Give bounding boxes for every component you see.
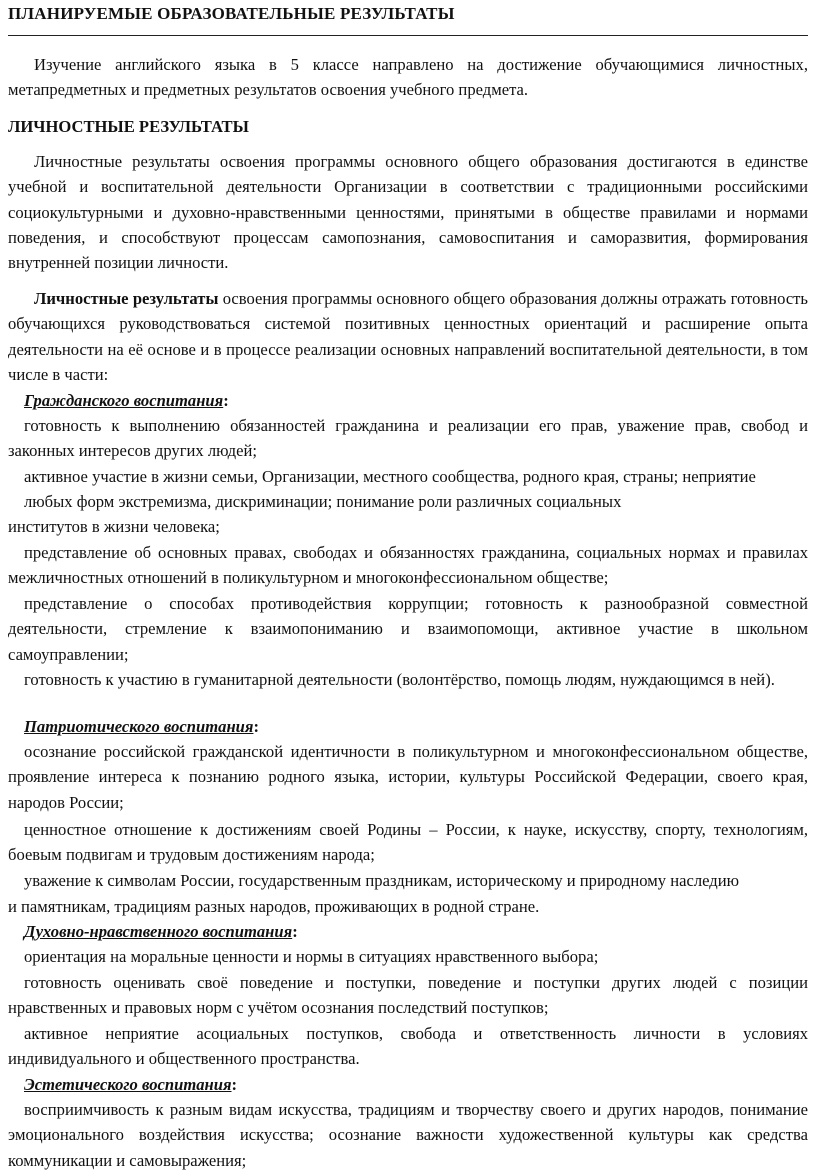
subheading-moral-label: Духовно-нравственного воспитания (24, 922, 293, 941)
list-item: активное неприятие асоциальных поступков, свобода и ответственность личности в условиях индивидуального и общественного пространства. (8, 1024, 808, 1069)
subheading-aesthetic (8, 1072, 808, 1097)
list-item: институтов в жизни человека; (8, 517, 220, 536)
colon: : (231, 1075, 238, 1094)
subheading-aesthetic-label: Эстетического воспитания (24, 1075, 232, 1094)
colon: : (223, 391, 229, 410)
paragraph-personal-results: Личностные результаты освоения программы основного общего образования достигаются в единстве учебной и воспитательной деятельности Организации в соответствии с традиционными российскими социокультурными и духовно-нравственными ценностями, принятыми в обществе правилами и нормами поведения, и способствуют процессам самопознания, самовоспитания и саморазвития, формирования внутренней позиции личности. (8, 152, 808, 273)
subheading-moral (8, 919, 808, 944)
list-item: готовность к участию в гуманитарной деятельности (волонтёрство, помощь людям, нуждающимся в ней). (24, 670, 775, 689)
list-item: готовность оценивать своё поведение и поступки, поведение и поступки других людей с позиции нравственных и правовых норм с учётом осознания последствий поступков; (8, 973, 808, 1018)
subheading-civic-label: Гражданского воспитания (24, 391, 224, 410)
colon: : (292, 922, 298, 941)
list-item: уважение к символам России, государственным праздникам, историческому и природному наследию (24, 871, 739, 890)
list-item: осознание российской гражданской идентичности в поликультурном и многоконфессиональном обществе, проявление интереса к познанию родного языка, истории, культуры Российской Федерации, своего края, народов России; (8, 742, 808, 812)
list-item: представление об основных правах, свободах и обязанностях гражданина, социальных нормах и правилах межличностных отношений в поликультурном и многоконфессиональном обществе; (8, 543, 808, 588)
colon: : (253, 717, 259, 736)
page-title: ПЛАНИРУЕМЫЕ ОБРАЗОВАТЕЛЬНЫЕ РЕЗУЛЬТАТЫ (8, 4, 455, 23)
subheading-civic (8, 388, 808, 413)
list-item: восприимчивость к разным видам искусства, традициям и творчеству своего и других народов, понимание эмоционального воздействия искусства; осознание важности художественной культуры как средства коммуникации и самовыражения; (8, 1100, 808, 1170)
title-underline (8, 35, 808, 36)
list-item: активное участие в жизни семьи, Организации, местного сообщества, родного края, страны; неприятие (24, 467, 756, 486)
list-item: и памятникам, традициям разных народов, проживающих в родной стране. (8, 897, 540, 916)
section-heading: ЛИЧНОСТНЫЕ РЕЗУЛЬТАТЫ (8, 117, 249, 136)
subheading-patriotic (8, 714, 808, 739)
paragraph-text: освоения программы основного общего образования должны отражать готовность обучающихся руководствоваться системой позитивных ценностных ориентаций и расширение опыта деятельности на её основе и в процессе реализации основных направлений воспитательной деятельности, в том числе в части: (8, 289, 809, 384)
list-item: ценностное отношение к достижениям своей Родины – России, к науке, искусству, спорту, технологиям, боевым подвигам и трудовым достижениям народа; (8, 820, 808, 865)
list-item: готовность к выполнению обязанностей гражданина и реализации его прав, уважение прав, свобод и законных интересов других людей; (8, 416, 808, 461)
bold-lead: Личностные результаты (34, 289, 219, 308)
list-item: представление о способах противодействия коррупции; готовность к разнообразной совместной деятельности, стремление к взаимопониманию и взаимопомощи, активное участие в школьном самоуправлении; (8, 594, 808, 664)
intro-paragraph: Изучение английского языка в 5 классе направлено на достижение обучающимися личностных, метапредметных и предметных результатов освоения учебного предмета. (8, 55, 808, 100)
list-item: любых форм экстремизма, дискриминации; понимание роли различных социальных (24, 492, 622, 511)
list-item: ориентация на моральные ценности и нормы в ситуациях нравственного выбора; (24, 947, 599, 966)
subheading-patriotic-label: Патриотического воспитания (24, 717, 254, 736)
paragraph-personal-results-reflect (8, 286, 808, 387)
